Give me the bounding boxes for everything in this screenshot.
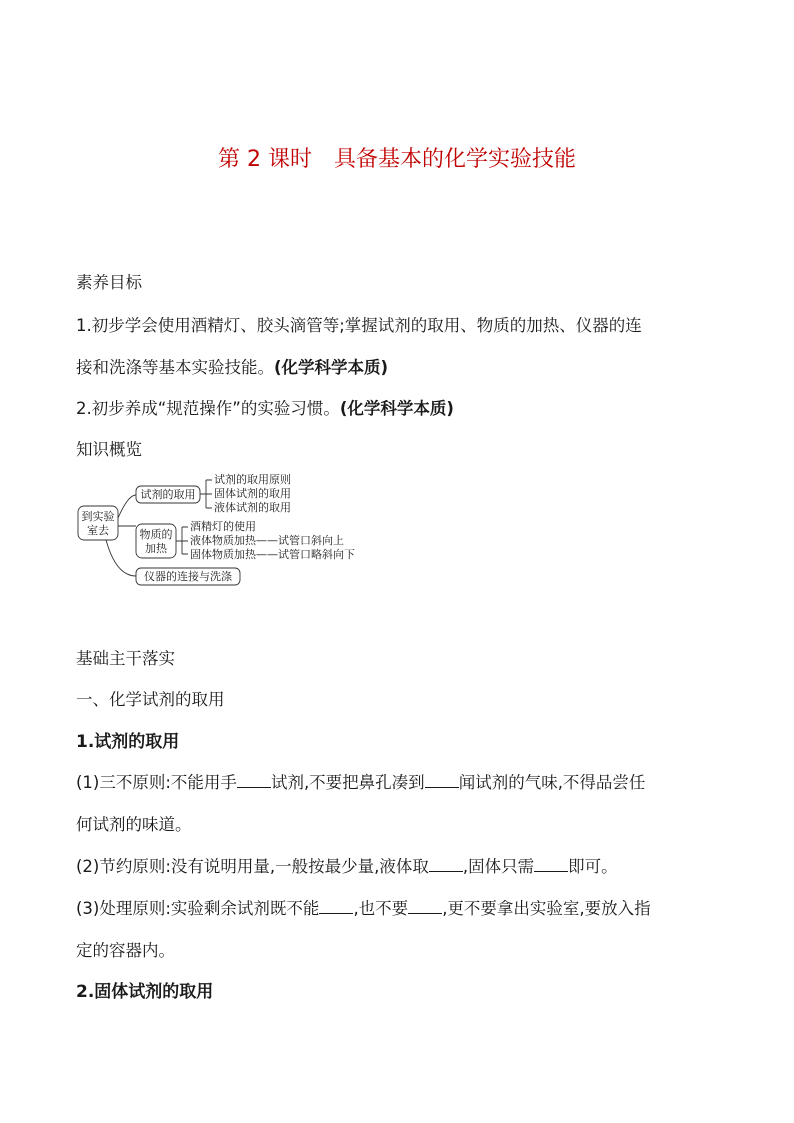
overview-heading: 知识概览 <box>76 440 142 459</box>
p1-text-a: (1)三不原则:不能用手 <box>76 773 237 792</box>
branch2-leaf-3: 固体物质加热——试管口略斜向下 <box>190 548 355 561</box>
goal-1-text: 接和洗涤等基本实验技能。 <box>76 358 274 377</box>
goal-1-line-1: 1.初步学会使用酒精灯、胶头滴管等;掌握试剂的取用、物质的加热、仪器的连 <box>76 316 642 335</box>
paragraph-1-line-2: 何试剂的味道。 <box>76 815 192 834</box>
sub-heading-2: 2.固体试剂的取用 <box>76 982 214 1002</box>
branch2-label-1: 物质的 <box>139 528 173 541</box>
p2-text-c: 即可。 <box>568 857 618 876</box>
root-label-2: 室去 <box>87 524 109 537</box>
paragraph-3-line-2: 定的容器内。 <box>76 941 175 960</box>
sub-heading-1: 1.试剂的取用 <box>76 732 180 752</box>
branch2-label-2: 加热 <box>145 542 167 555</box>
fill-blank-2[interactable] <box>425 773 459 788</box>
main-heading: 基础主干落实 <box>76 649 175 668</box>
fill-blank-6[interactable] <box>408 899 442 914</box>
knowledge-overview-diagram <box>76 468 396 590</box>
paragraph-1-line-1 <box>76 772 645 794</box>
goal-2 <box>76 398 454 420</box>
fill-blank-4[interactable] <box>534 857 568 872</box>
fill-blank-1[interactable] <box>237 773 271 788</box>
branch1-leaf-2: 固体试剂的取用 <box>214 487 291 500</box>
p1-text-b: 试剂,不要把鼻孔凑到 <box>270 773 425 792</box>
section-1-heading: 一、化学试剂的取用 <box>76 690 225 709</box>
paragraph-3-line-1 <box>76 898 651 920</box>
branch2-leaf-1: 酒精灯的使用 <box>190 520 256 533</box>
branch1-brace <box>200 480 212 508</box>
branch2-leaf-2: 液体物质加热——试管口斜向上 <box>190 534 344 547</box>
p1-text-c: 闻试剂的气味,不得品尝任 <box>458 773 646 792</box>
branch2-brace <box>176 527 188 554</box>
goal-1-line-2 <box>76 357 388 379</box>
root-label-1: 到实验 <box>81 510 115 523</box>
connector-root-branch3 <box>106 540 136 576</box>
branch3-label: 仪器的连接与洗涤 <box>144 570 232 583</box>
p3-text-c: ,更不要拿出实验室,要放入指 <box>442 899 651 918</box>
branch1-label: 试剂的取用 <box>140 488 196 501</box>
branch1-leaf-3: 液体试剂的取用 <box>214 501 291 514</box>
branch1-leaf-1: 试剂的取用原则 <box>214 473 291 486</box>
goal-1-tag: (化学科学本质) <box>274 358 389 377</box>
p3-text-b: ,也不要 <box>353 899 409 918</box>
goals-heading: 素养目标 <box>76 273 142 292</box>
p3-text-a: (3)处理原则:实验剩余试剂既不能 <box>76 899 320 918</box>
connector-root-branch1 <box>118 495 136 518</box>
goal-2-text: 2.初步养成“规范操作”的实验习惯。 <box>76 399 340 418</box>
goal-2-tag: (化学科学本质) <box>339 399 454 418</box>
paragraph-2 <box>76 856 618 878</box>
fill-blank-3[interactable] <box>429 857 463 872</box>
page-title: 第 2 课时 具备基本的化学实验技能 <box>218 147 576 172</box>
p2-text-b: ,固体只需 <box>462 857 535 876</box>
fill-blank-5[interactable] <box>319 899 353 914</box>
p2-text-a: (2)节约原则:没有说明用量,一般按最少量,液体取 <box>76 857 429 876</box>
